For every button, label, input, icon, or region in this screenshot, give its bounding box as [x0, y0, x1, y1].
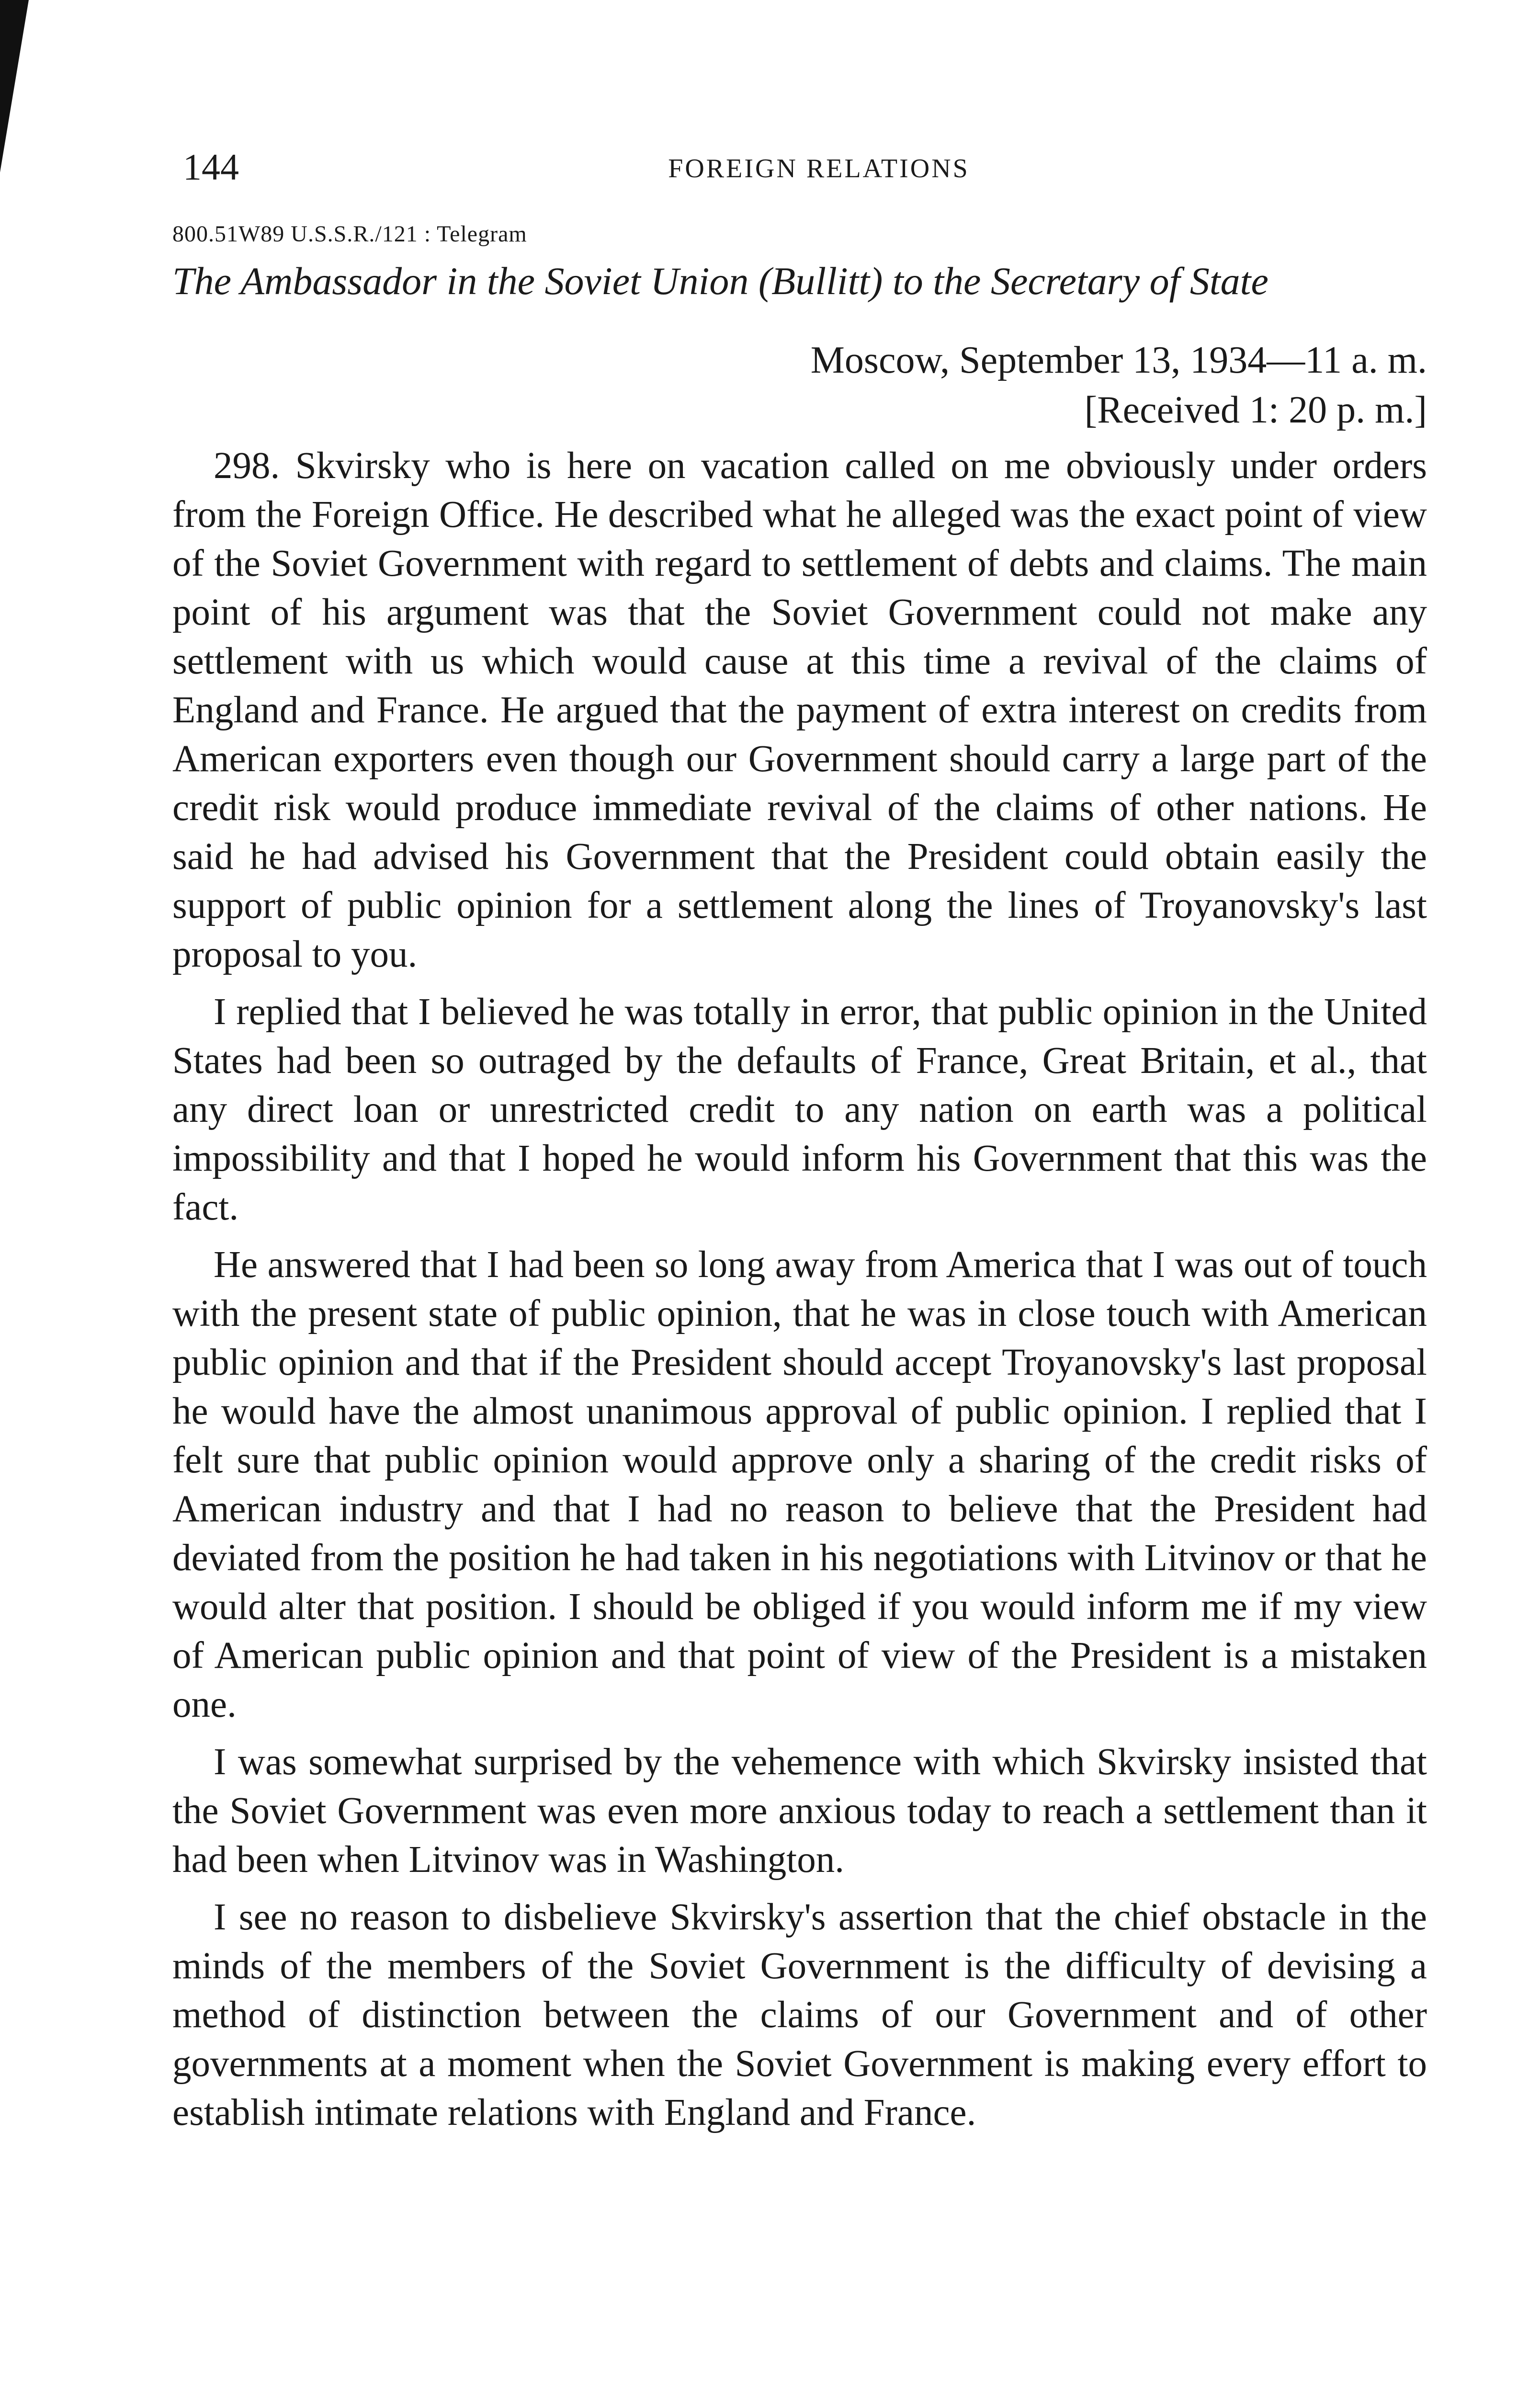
dateline: Moscow, September 13, 1934—11 a. m.: [810, 339, 1427, 382]
running-title: FOREIGN RELATIONS: [668, 154, 970, 183]
paragraph: I replied that I believed he was totally in error, that public opinion in the United States had been so outraged by the defaults of France, Great Britain, et al., that any direct loan or unrestricted credit to any nation on earth was a political impossibility and that I hoped he would inform his Government that this was the fact.: [172, 991, 1427, 1229]
paragraph: I see no reason to disbelieve Skvirsky's assertion that the chief obstacle in the minds of the members of the Soviet Government is the difficulty of devising a method of distinction between the claims of our Government and of other governments at a moment when the Soviet Government is making every effort to establish intimate relations with England and France.: [172, 1896, 1427, 2134]
paragraph: I was somewhat surprised by the vehemence with which Skvirsky insisted that the Soviet Government was even more anxious today to reach a settlement than it had been when Litvinov was in Washington.: [172, 1741, 1427, 1881]
received-time: [Received 1: 20 p. m.]: [1084, 389, 1427, 432]
running-head: [172, 148, 1427, 201]
page-number: 144: [183, 146, 239, 188]
paragraph: 298. Skvirsky who is here on vacation called on me obviously under orders from the Foreign Office. He described what he alleged was the exact point of view of the Soviet Government with regard to settlement of debts and claims. The main point of his argument was that the Soviet Government could not make any settlement with us which would cause at this time a revival of the claims of England and France. He argued that the payment of extra interest on credits from American exporters even though our Government should carry a large part of the credit risk would produce immediate revival of the claims of other nations. He said he had advised his Government that the President could obtain easily the support of public opinion for a settlement along the lines of Troyanovsky's last proposal to you.: [172, 445, 1427, 976]
file-reference: 800.51W89 U.S.S.R./121 : Telegram: [172, 221, 527, 247]
document-heading: The Ambassador in the Soviet Union (Bullitt) to the Secretary of State: [172, 259, 1268, 303]
scan-edge-mark: [0, 0, 29, 172]
body-text: [172, 442, 1427, 2137]
document-page: [172, 148, 1427, 2146]
paragraph: He answered that I had been so long away from America that I was out of touch with the present state of public opinion, that he was in close touch with American public opinion and that if the President should accept Troyanovsky's last proposal he would have the almost unanimous approval of public opinion. I replied that I felt sure that public opinion would approve only a sharing of the credit risks of American industry and that I had no reason to believe that the President had deviated from the position he had taken in his negotiations with Litvinov or that he would alter that position. I should be obliged if you would inform me if my view of American public opinion and that point of view of the President is a mistaken one.: [172, 1244, 1427, 1726]
